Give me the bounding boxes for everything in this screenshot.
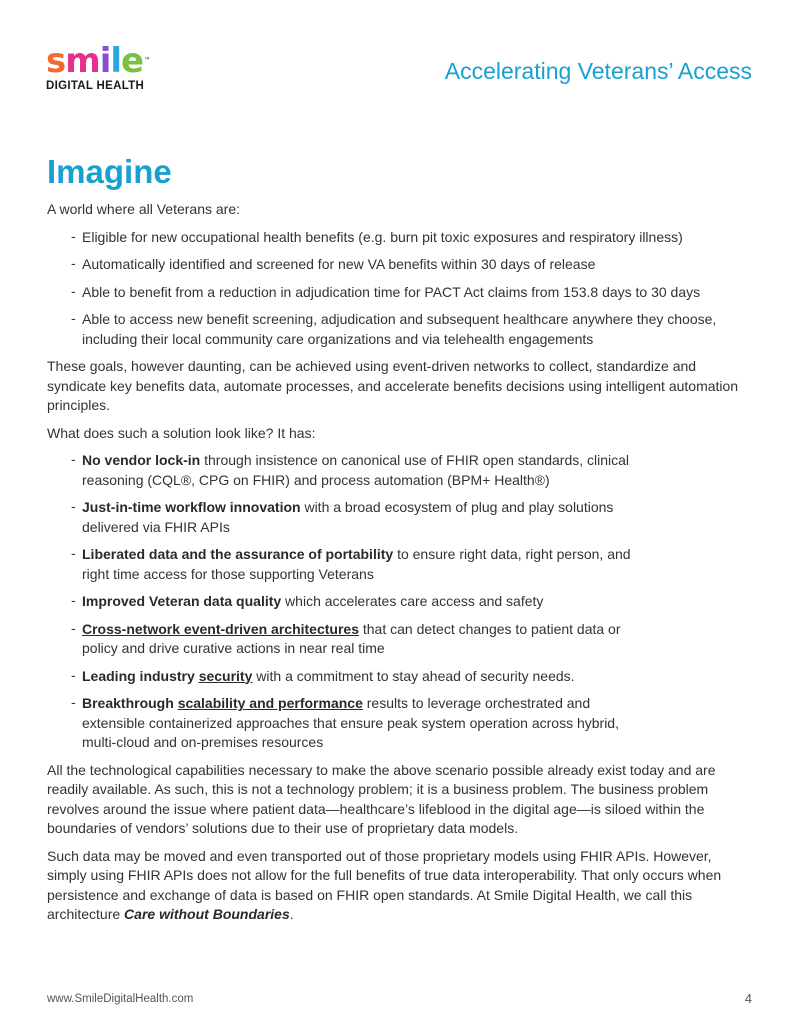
body-paragraph: These goals, however daunting, can be achieved using event-driven networks to collect, standardize and syndicate key benefits data, automate processes, and accelerate benefits decisions using intelligent automation principles.: [47, 358, 739, 413]
list-item: [82, 620, 642, 659]
feature-text: that can detect changes to patient data or policy and drive curative actions in near real time: [82, 620, 621, 656]
feature-title: Just-in-time workflow innovation: [82, 499, 301, 515]
list-item: - Able to access new benefit screening, adjudication and subsequent healthcare anywhere they choose, including their local community care organizations and via telehealth engagements: [82, 310, 752, 349]
document-title: Accelerating Veterans’ Access: [444, 58, 752, 84]
logo-wordmark: [46, 41, 176, 81]
goals-list: [47, 228, 752, 350]
logo-letter: s: [46, 41, 66, 81]
feature-link[interactable]: scalability and performance: [177, 695, 363, 711]
feature-text: results to leverage orchestrated and extensible containerized approaches that ensure peak system operation across hybrid, multi-cloud and on-premises resources: [82, 695, 619, 750]
company-logo: [46, 41, 176, 96]
main-content: [47, 150, 752, 933]
list-item: [82, 451, 642, 490]
list-item: - Automatically identified and screened for new VA benefits within 30 days of release: [82, 255, 752, 275]
list-item: [82, 694, 642, 753]
logo-trademark: ™: [144, 57, 150, 64]
question-text: What does such a solution look like? It has:: [47, 424, 316, 441]
paragraph-end: .: [289, 906, 294, 922]
footer-website-link[interactable]: www.SmileDigitalHealth.com: [47, 993, 194, 1005]
body-paragraph: All the technological capabilities necessary to make the above scenario possible already exist today and are readily available. As such, this is not a technology problem; it is a business problem. The business problem revolves around the issue where patient data—healthcare’s lifeblood in the digital age—is siloed within the boundaries of vendors’ solutions due to their use of proprietary data models.: [47, 761, 716, 836]
page-number: 4: [744, 991, 752, 1006]
feature-link[interactable]: Cross-network event-driven architectures: [82, 620, 359, 637]
feature-text: to ensure right data, right person, and right time access for those supporting Veterans: [82, 546, 631, 582]
section-heading: Imagine: [47, 153, 172, 190]
list-item: - Able to benefit from a reduction in adjudication time for PACT Act claims from 153.8 days to 30 days: [82, 283, 752, 303]
feature-title: Improved Veteran data quality: [82, 593, 282, 609]
logo-letter: e: [121, 41, 144, 81]
feature-text: with a broad ecosystem of plug and play solutions delivered via FHIR APIs: [82, 499, 614, 535]
paragraph-text: Such data may be moved and even transported out of those proprietary models using FHIR APIs. However, simply using FHIR APIs does not allow for the full benefits of true data interoperability. That only occurs when persistence and exchange of data is based on FHIR open standards. At Smile Digital Health, we call this architecture: [47, 847, 722, 922]
logo-letter: m: [65, 41, 100, 81]
feature-text: through insistence on canonical use of FHIR open standards, clinical reasoning (CQL®, CPG on FHIR) and process automation (BPM+ Health®): [82, 452, 630, 488]
intro-text: A world where all Veterans are:: [47, 201, 240, 217]
body-paragraph: [47, 847, 752, 925]
logo-subtitle: DIGITAL HEALTH: [46, 80, 145, 92]
logo-letter: l: [110, 41, 121, 81]
list-item: [82, 545, 642, 584]
feature-title: Breakthrough: [82, 695, 178, 711]
feature-title: Liberated data and the assurance of portability: [82, 546, 394, 562]
feature-title: Leading industry: [82, 667, 199, 684]
feature-link[interactable]: security: [198, 667, 253, 684]
list-item: - Eligible for new occupational health benefits (e.g. burn pit toxic exposures and respiratory illness): [82, 228, 752, 248]
list-item: [82, 498, 642, 537]
list-item: [82, 592, 642, 612]
feature-text: with a commitment to stay ahead of security needs.: [252, 667, 575, 684]
emphasis-text: Care without Boundaries: [124, 906, 290, 922]
list-item: [82, 667, 642, 687]
feature-text: which accelerates care access and safety: [281, 593, 544, 609]
features-list: [47, 451, 752, 753]
feature-title: No vendor lock-in: [82, 452, 201, 468]
logo-letter: i: [99, 41, 111, 81]
